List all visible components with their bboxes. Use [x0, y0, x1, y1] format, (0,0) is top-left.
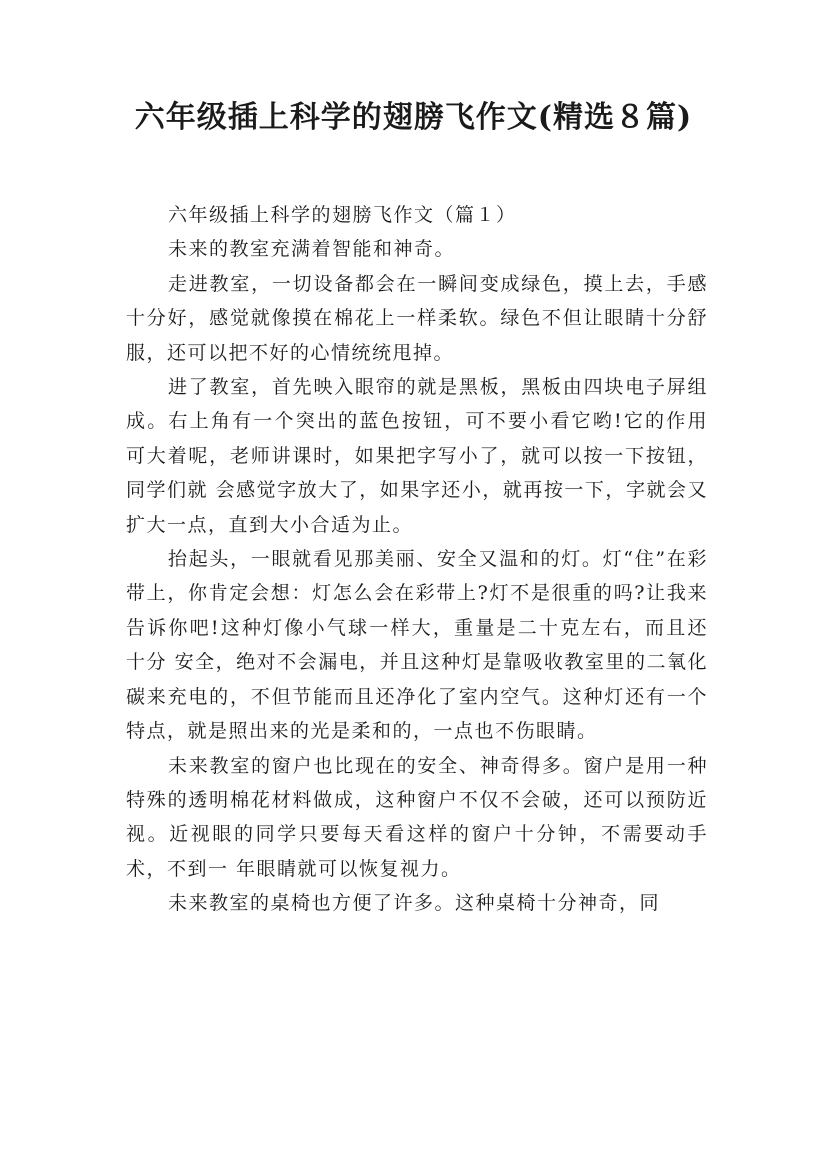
paragraph: 未来教室的窗户也比现在的安全、神奇得多。窗户是用一种特殊的透明棉花材料做成，这种窗户不仅不会破，还可以预防近视。近视眼的同学只要每天看这样的窗户十分钟，不需要动手术，不到一 年眼睛就可以恢复视力。 — [126, 754, 708, 880]
paragraph: 进了教室，首先映入眼帘的就是黑板，黑板由四块电子屏组成。右上角有一个突出的蓝色按钮，可不要小看它哟!它的作用可大着呢，老师讲课时，如果把字写小了，就可以按一下按钮，同学们就 会感觉字放大了，如果字还小，就再按一下，字就会又扩大一点，直到大小合适为止。 — [126, 376, 708, 536]
section-heading: 六年级插上科学的翅膀飞作文（篇１） — [168, 204, 517, 226]
paragraph: 走进教室，一切设备都会在一瞬间变成绿色，摸上去，手感十分好，感觉就像摸在棉花上一样柔软。绿色不但让眼睛十分舒服，还可以把不好的心情统统甩掉。 — [126, 272, 708, 364]
document-body — [126, 198, 708, 921]
paragraph: 未来教室的桌椅也方便了许多。这种桌椅十分神奇，同 — [168, 892, 661, 915]
paragraph: 未来的教室充满着智能和神奇。 — [168, 238, 456, 261]
paragraph: 抬起头，一眼就看见那美丽、安全又温和的灯。灯“住”在彩带上，你肯定会想：灯怎么会在彩带上?灯不是很重的吗?让我来告诉你吧!这种灯像小气球一样大，重量是二十克左右，而且还十分 安全，绝对不会漏电，并且这种灯是靠吸收教室里的二氧化碳来充电的，不但节能而且还净化了室内空气。这种灯还有一个特点，就是照出来的光是柔和的，一点也不伤眼睛。 — [126, 548, 708, 743]
document-title: 六年级插上科学的翅膀飞作文(精选８篇) — [134, 100, 693, 135]
